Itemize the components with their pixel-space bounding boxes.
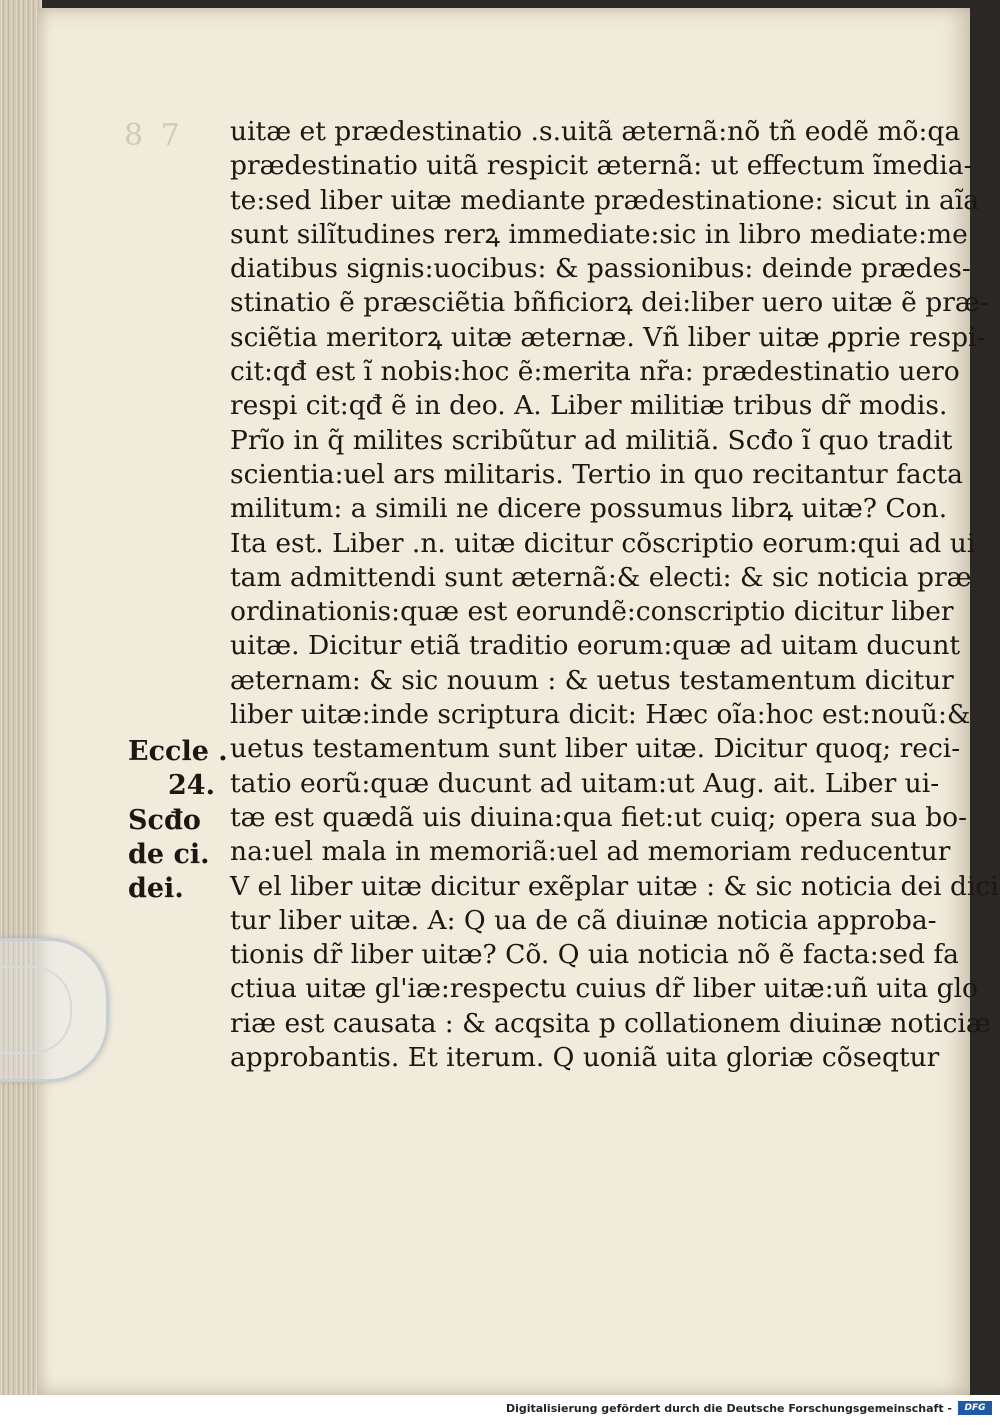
text-line: prædestinatio uitã respicit æternã: ut effectum ĩmedia- — [230, 150, 973, 182]
margin-note-line: Scđo — [128, 804, 201, 836]
margin-note — [128, 735, 228, 906]
text-line: Ita est. Liber .n. uitæ dicitur cõscriptio eorum:qui ad ui — [230, 527, 976, 559]
text-line: approbantis. Et iterum. Q uoniã uita gloriæ cõseqtur — [230, 1042, 940, 1074]
text-line: na:uel mala in memoriã:uel ad memoriam reducentur — [230, 836, 951, 868]
margin-note-line: dei. — [128, 873, 184, 905]
text-line: cit:qđ est ĩ nobis:hoc ẽ:merita nr̃a: prædestinatio uero — [230, 356, 960, 388]
text-line: diatibus signis:uocibus: & passionibus: deinde prædes- — [230, 253, 971, 285]
text-line: tæ est quædã uis diuina:qua fiet:ut cuiq; opera sua bo- — [230, 801, 968, 833]
text-line: ordinationis:quæ est eorundẽ:conscriptio dicitur liber — [230, 596, 954, 628]
text-line: tionis dr̃ liber uitæ? Cõ. Q uia noticia nõ ẽ facta:sed fa — [230, 939, 959, 971]
footer-bar — [0, 1395, 1000, 1425]
text-line: uitæ. Dicitur etiã traditio eorum:quæ ad uitam ducunt — [230, 630, 961, 662]
text-line: stinatio ẽ præsciẽtia bñficiorꝝ dei:liber uero uitæ ẽ præ- — [230, 287, 989, 319]
bleed-through-numerals: 8 7 — [124, 118, 184, 153]
text-line: liber uitæ:inde scriptura dicit: Hæc oĩa:hoc est:nouũ:& — [230, 699, 971, 731]
text-line: respi cit:qđ ẽ in deo. A. Liber militiæ tribus dr̃ modis. — [230, 390, 948, 422]
text-line: V el liber uitæ dicitur exẽplar uitæ : & sic noticia dei dici — [230, 870, 999, 902]
text-line: Prĩo in q̃ milites scribũtur ad militiã. Scđo ĩ quo tradit — [230, 424, 953, 456]
text-line: tur liber uitæ. A: Q ua de cã diuinæ noticia approba- — [230, 904, 937, 936]
margin-note-line: Eccle . — [128, 736, 228, 767]
text-line: ctiua uitæ gl'iæ:respectu cuius dr̃ liber uitæ:uñ uita glo — [230, 973, 979, 1005]
text-line: æternam: & sic nouum : & uetus testamentum dicitur — [230, 664, 954, 696]
paper-clip-inner-loop — [0, 966, 72, 1054]
text-line: uetus testamentum sunt liber uitæ. Dicitur quoq; reci- — [230, 733, 961, 765]
main-text-block — [230, 115, 999, 1075]
text-line: sunt silĩtudines rerꝝ immediate:sic in libro mediate:me — [230, 218, 968, 250]
text-line: scientia:uel ars militaris. Tertio in quo recitantur facta — [230, 458, 963, 490]
text-line: uitæ et prædestinatio .s.uitã æternã:nõ tñ eodẽ mõ:qa — [230, 116, 961, 147]
text-line: sciẽtia meritorꝝ uitæ æternæ. Vñ liber uitæ ꝓprie respi- — [230, 321, 986, 353]
text-line: riæ est causata : & acqsita p collationem diuinæ noticiæ — [230, 1007, 991, 1039]
text-line: tam admittendi sunt æternã:& electi: & sic noticia præ — [230, 561, 972, 593]
margin-note-line: de ci. — [128, 838, 210, 870]
page-stack-edges — [0, 0, 42, 1395]
margin-note-line: 24. — [168, 770, 215, 802]
text-line: tatio eorũ:quæ ducunt ad uitam:ut Aug. ait. Liber ui- — [230, 767, 940, 799]
digitization-credit: Digitalisierung gefördert durch die Deutsche Forschungsgemeinschaft - — [505, 1402, 952, 1415]
dfg-logo: DFG — [958, 1401, 992, 1415]
text-line: te:sed liber uitæ mediante prædestinatione: sicut in aĩa — [230, 184, 980, 216]
text-line: militum: a simili ne dicere possumus librꝝ uitæ? Con. — [230, 493, 948, 525]
